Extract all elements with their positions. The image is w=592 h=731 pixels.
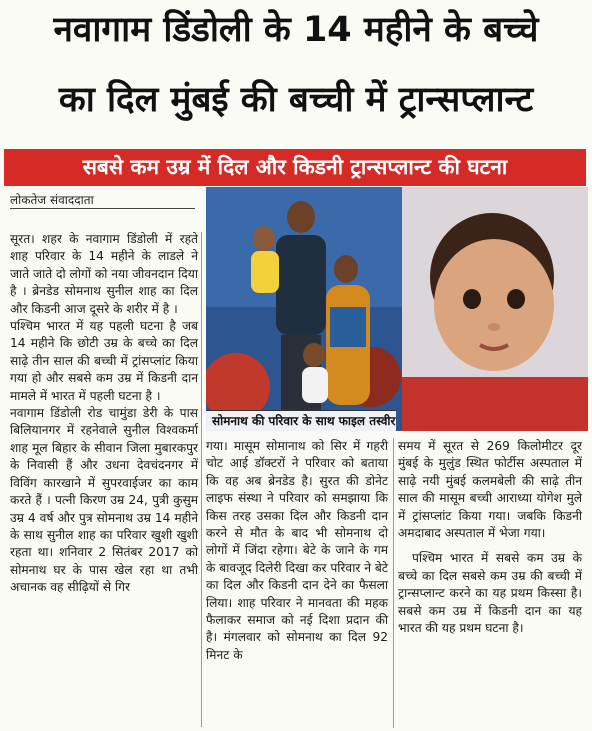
article-column-1 — [10, 231, 198, 597]
paragraph: सूरत। शहर के नवागाम डिंडोली में रहते शाह परिवार के 14 महीने के लाडले ने जाते जाते दो लोगों को नया जीवनदान दिया है । ब्रेनडेड सोमनाथ सुनील शाह का दिल और किडनी आज दूसरे के शरीर में है । — [10, 232, 198, 316]
article-column-3 — [398, 438, 582, 637]
paragraph: पश्चिम भारत में यह पहली घटना है जब 14 महीने कि छोटी उम्र के बच्चे का दिल साढ़े तीन साल की बच्ची में ट्रांसप्लांट किया गया हो और सबसे कम उम्र में किडनी दान मामले में भारत में पहली घटना है । — [10, 319, 198, 403]
paragraph: पश्चिम भारत में सबसे कम उम्र के बच्चे का दिल सबसे कम उम्र की बच्ची में ट्रान्सप्लान्ट करने का यह प्रथम किस्सा है। सबसे कम उम्र में किडनी दान का यह भारत की यह प्रथम घटना है। — [398, 551, 582, 636]
paragraph: नवागाम डिंडोली रोड चामुंडा डेरी के पास बिलियानगर में रहनेवाले सुनील विश्वकर्मा शाह मूल बिहार के सीवान जिला मुबारकपुर के निवासी हैं और उधना देवचंदनगर में विविंग कारखाने में सुपरवाईजर का काम करते हैं । पत्नी किरण उम्र 24, पुत्री कुसुम उम्र 4 वर्ष और पुत्र सोमनाथ उम्र 14 महीने के साथ सुनील शाह का परिवार खुशी खुशी रहता था। शनिवार 2 सितंबर 2017 को सोमनाथ घर के पास खेल रहा था तभी अचानक वह सीढ़ियों से गिर — [10, 406, 198, 595]
baby-photo — [402, 187, 588, 431]
family-photo-art — [206, 187, 402, 431]
paragraph: समय में सूरत से 269 किलोमीटर दूर मुंबई के मुलुंड स्थित फोर्टीस अस्पताल में साढ़े नयी मुंबई कलमबेली की साढ़े तीन साल की मासूम बच्ची आराध्या योगेश मुले में ट्रांसप्लांट किया गया। जबकि किडनी अमदाबाद अस्पताल में भेजा गया। — [398, 439, 582, 541]
family-photo — [206, 187, 402, 431]
subheadline-banner: सबसे कम उम्र में दिल और किडनी ट्रान्सप्लान्ट की घटना — [4, 149, 586, 186]
column-divider — [393, 438, 394, 728]
headline-line-1: नवागाम डिंडोली के 14 महीने के बच्चे — [53, 10, 539, 50]
headline — [0, 6, 592, 124]
paragraph: गया। मासूम सोमानाथ को सिर में गहरी चोट आई डॉक्टरों ने परिवार को बताया कि वह अब ब्रेनडेड है। सुरत की डोनेट लाइफ संस्था ने परिवार को समझाया कि किस तरह उसका दिल और किडनी दान करने से मौत के बाद भी सोमनाथ दो लोगों में जिंदा रहेगा। बेटे के जाने के गम के बावजूद दिलेरी दिखा कर परिवार ने बेटे का दिल और किडनी दान देने का फैसला लिया। शाह परिवार ने मानवता की महक फैलाकर समाज को नई दिशा प्रदान की है। मंगलवार को सोमनाथ का दिल 92 मिनट के — [206, 439, 388, 662]
photo-caption: सोमनाथ की परिवार के साथ फाइल तस्वीर — [206, 410, 396, 431]
column-divider — [201, 232, 202, 727]
headline-line-2: का दिल मुंबई की बच्ची में ट्रान्सप्लान्ट — [58, 80, 534, 120]
baby-photo-art — [402, 187, 588, 431]
byline: लोकतेज संवाददाता — [10, 193, 94, 207]
byline-rule — [10, 208, 195, 209]
article-column-2 — [206, 438, 388, 664]
